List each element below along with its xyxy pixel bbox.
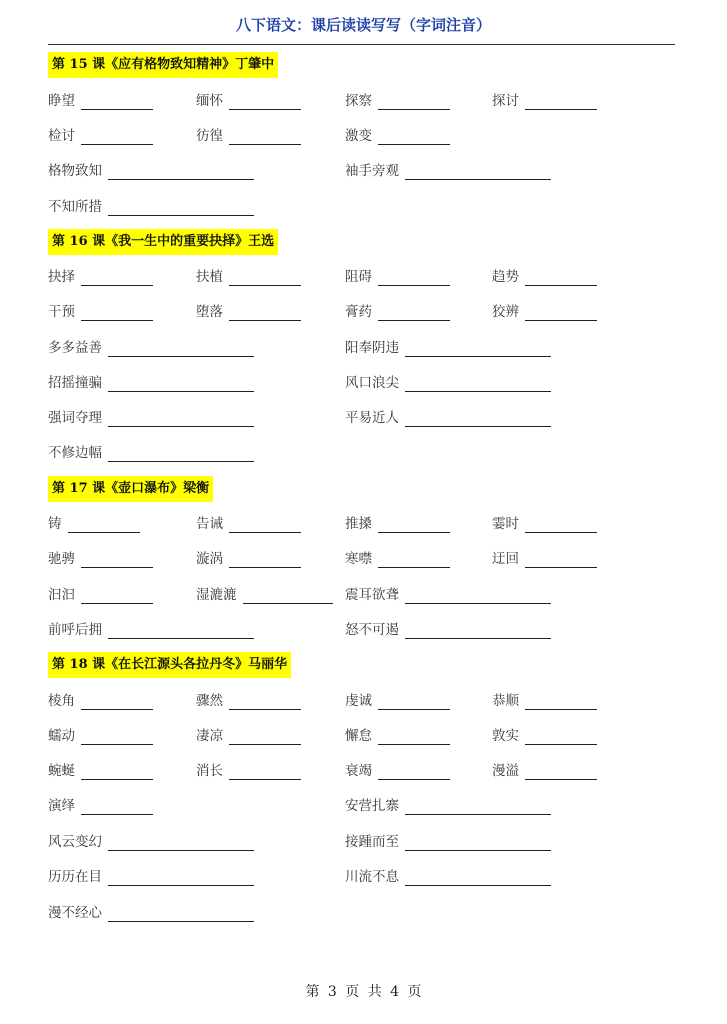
word-label: 蜿蜒 bbox=[48, 763, 75, 779]
word-label: 漩涡 bbox=[196, 551, 223, 567]
answer-blank[interactable] bbox=[81, 128, 153, 145]
answer-blank[interactable] bbox=[229, 269, 301, 286]
word-label: 汩汩 bbox=[48, 587, 75, 603]
word-label: 川流不息 bbox=[345, 869, 399, 885]
answer-blank[interactable] bbox=[229, 728, 301, 745]
idiom-item bbox=[345, 833, 551, 853]
word-label: 懈怠 bbox=[345, 728, 372, 744]
answer-blank[interactable] bbox=[525, 728, 597, 745]
word-label: 敦实 bbox=[492, 728, 519, 744]
lesson-16-title: 第 16 课《我一生中的重要抉择》王选 bbox=[48, 229, 278, 255]
word-item bbox=[48, 692, 153, 712]
answer-blank[interactable] bbox=[525, 516, 597, 533]
answer-blank[interactable] bbox=[81, 728, 153, 745]
idiom-item bbox=[345, 586, 551, 606]
word-label: 平易近人 bbox=[345, 410, 399, 426]
word-item bbox=[196, 127, 301, 147]
idiom-item bbox=[345, 621, 551, 641]
word-item bbox=[196, 762, 301, 782]
word-item bbox=[345, 127, 450, 147]
answer-blank[interactable] bbox=[405, 798, 551, 815]
idiom-item bbox=[48, 904, 254, 924]
word-label: 格物致知 bbox=[48, 163, 102, 179]
word-label: 告诫 bbox=[196, 516, 223, 532]
word-label: 阻碍 bbox=[345, 269, 372, 285]
word-label: 探察 bbox=[345, 93, 372, 109]
word-label: 震耳欲聋 bbox=[345, 587, 399, 603]
word-label: 风口浪尖 bbox=[345, 375, 399, 391]
answer-blank[interactable] bbox=[108, 834, 254, 851]
word-label: 霎时 bbox=[492, 516, 519, 532]
idiom-item bbox=[48, 198, 254, 218]
answer-blank[interactable] bbox=[81, 304, 153, 321]
word-item bbox=[48, 586, 153, 606]
word-label: 前呼后拥 bbox=[48, 622, 102, 638]
answer-blank[interactable] bbox=[108, 410, 254, 427]
word-item bbox=[196, 727, 301, 747]
answer-blank[interactable] bbox=[525, 763, 597, 780]
word-item bbox=[492, 727, 597, 747]
answer-blank[interactable] bbox=[405, 340, 551, 357]
word-item bbox=[345, 268, 450, 288]
word-label: 演绎 bbox=[48, 798, 75, 814]
word-label: 不修边幅 bbox=[48, 445, 102, 461]
word-item bbox=[196, 515, 301, 535]
idiom-item bbox=[48, 339, 254, 359]
word-label: 堕落 bbox=[196, 304, 223, 320]
idiom-item bbox=[345, 409, 551, 429]
word-item bbox=[345, 303, 450, 323]
word-label: 干预 bbox=[48, 304, 75, 320]
answer-blank[interactable] bbox=[81, 763, 153, 780]
answer-blank[interactable] bbox=[378, 269, 450, 286]
answer-blank[interactable] bbox=[81, 693, 153, 710]
word-label: 扶植 bbox=[196, 269, 223, 285]
answer-blank[interactable] bbox=[108, 445, 254, 462]
word-item bbox=[345, 692, 450, 712]
answer-blank[interactable] bbox=[378, 693, 450, 710]
word-label: 漫不经心 bbox=[48, 905, 102, 921]
word-label: 睁望 bbox=[48, 93, 75, 109]
word-label: 棱角 bbox=[48, 693, 75, 709]
word-label: 历历在目 bbox=[48, 869, 102, 885]
word-label: 推搡 bbox=[345, 516, 372, 532]
word-item bbox=[492, 515, 597, 535]
answer-blank[interactable] bbox=[81, 551, 153, 568]
lesson-15-title: 第 15 课《应有格物致知精神》丁肇中 bbox=[48, 52, 278, 78]
answer-blank[interactable] bbox=[229, 693, 301, 710]
page-header-title: 八下语文：课后读读写写（字词注音） bbox=[235, 16, 491, 34]
answer-blank[interactable] bbox=[81, 269, 153, 286]
answer-blank[interactable] bbox=[81, 587, 153, 604]
word-item bbox=[196, 92, 301, 112]
answer-blank[interactable] bbox=[229, 551, 301, 568]
word-label: 接踵而至 bbox=[345, 834, 399, 850]
word-label: 缅怀 bbox=[196, 93, 223, 109]
word-label: 怒不可遏 bbox=[345, 622, 399, 638]
idiom-item bbox=[48, 162, 254, 182]
word-label: 驰骋 bbox=[48, 551, 75, 567]
word-label: 迂回 bbox=[492, 551, 519, 567]
word-item bbox=[48, 303, 153, 323]
idiom-item bbox=[48, 444, 254, 464]
word-item bbox=[48, 92, 153, 112]
word-item bbox=[492, 550, 597, 570]
answer-blank[interactable] bbox=[378, 728, 450, 745]
answer-blank[interactable] bbox=[108, 340, 254, 357]
page-number: 第 3 页 共 4 页 bbox=[305, 984, 422, 1000]
word-item bbox=[196, 550, 301, 570]
word-item bbox=[345, 727, 450, 747]
word-label: 检讨 bbox=[48, 128, 75, 144]
answer-blank[interactable] bbox=[405, 587, 551, 604]
word-label: 恭顺 bbox=[492, 693, 519, 709]
word-label: 彷徨 bbox=[196, 128, 223, 144]
answer-blank[interactable] bbox=[108, 622, 254, 639]
word-item bbox=[48, 515, 140, 535]
answer-blank[interactable] bbox=[525, 693, 597, 710]
idiom-item bbox=[48, 409, 254, 429]
word-label: 探讨 bbox=[492, 93, 519, 109]
answer-blank[interactable] bbox=[229, 304, 301, 321]
answer-blank[interactable] bbox=[108, 199, 254, 216]
word-label: 虔诚 bbox=[345, 693, 372, 709]
word-item bbox=[492, 268, 597, 288]
answer-blank[interactable] bbox=[68, 516, 140, 533]
word-label: 消长 bbox=[196, 763, 223, 779]
word-item bbox=[345, 762, 450, 782]
answer-blank[interactable] bbox=[229, 128, 301, 145]
word-item bbox=[492, 762, 597, 782]
idiom-item bbox=[345, 868, 551, 888]
word-item bbox=[48, 762, 153, 782]
word-label: 安营扎寨 bbox=[345, 798, 399, 814]
word-label: 骤然 bbox=[196, 693, 223, 709]
word-item bbox=[492, 303, 597, 323]
idiom-item bbox=[345, 339, 551, 359]
word-item bbox=[345, 515, 450, 535]
word-label: 湿漉漉 bbox=[196, 587, 237, 603]
word-label: 不知所措 bbox=[48, 199, 102, 215]
answer-blank[interactable] bbox=[405, 410, 551, 427]
answer-blank[interactable] bbox=[378, 551, 450, 568]
word-label: 漫溢 bbox=[492, 763, 519, 779]
word-label: 阳奉阴违 bbox=[345, 340, 399, 356]
idiom-item bbox=[48, 868, 254, 888]
answer-blank[interactable] bbox=[405, 163, 551, 180]
answer-blank[interactable] bbox=[378, 516, 450, 533]
answer-blank[interactable] bbox=[378, 304, 450, 321]
header-divider bbox=[48, 44, 675, 45]
word-item bbox=[48, 727, 153, 747]
word-item bbox=[196, 268, 301, 288]
answer-blank[interactable] bbox=[229, 516, 301, 533]
word-item bbox=[48, 268, 153, 288]
word-label: 凄凉 bbox=[196, 728, 223, 744]
word-label: 激变 bbox=[345, 128, 372, 144]
answer-blank[interactable] bbox=[378, 93, 450, 110]
word-label: 袖手旁观 bbox=[345, 163, 399, 179]
answer-blank[interactable] bbox=[405, 375, 551, 392]
word-item bbox=[345, 550, 450, 570]
word-label: 铸 bbox=[48, 516, 62, 532]
answer-blank[interactable] bbox=[405, 622, 551, 639]
word-item bbox=[48, 127, 153, 147]
word-label: 膏药 bbox=[345, 304, 372, 320]
word-item bbox=[196, 586, 333, 606]
word-label: 风云变幻 bbox=[48, 834, 102, 850]
word-label: 强词夺理 bbox=[48, 410, 102, 426]
answer-blank[interactable] bbox=[108, 375, 254, 392]
idiom-item bbox=[48, 833, 254, 853]
word-label: 多多益善 bbox=[48, 340, 102, 356]
word-item bbox=[345, 92, 450, 112]
answer-blank[interactable] bbox=[108, 905, 254, 922]
answer-blank[interactable] bbox=[108, 163, 254, 180]
answer-blank[interactable] bbox=[405, 834, 551, 851]
answer-blank[interactable] bbox=[108, 869, 254, 886]
idiom-item bbox=[48, 621, 254, 641]
answer-blank[interactable] bbox=[81, 93, 153, 110]
word-label: 衰竭 bbox=[345, 763, 372, 779]
lesson-18-title: 第 18 课《在长江源头各拉丹冬》马丽华 bbox=[48, 652, 291, 678]
answer-blank[interactable] bbox=[229, 763, 301, 780]
word-label: 狡辨 bbox=[492, 304, 519, 320]
word-label: 招摇撞骗 bbox=[48, 375, 102, 391]
answer-blank[interactable] bbox=[378, 763, 450, 780]
word-item bbox=[196, 303, 301, 323]
word-label: 蠕动 bbox=[48, 728, 75, 744]
idiom-item bbox=[345, 797, 551, 817]
answer-blank[interactable] bbox=[525, 93, 597, 110]
answer-blank[interactable] bbox=[405, 869, 551, 886]
answer-blank[interactable] bbox=[525, 269, 597, 286]
word-item bbox=[48, 550, 153, 570]
answer-blank[interactable] bbox=[229, 93, 301, 110]
answer-blank[interactable] bbox=[525, 551, 597, 568]
answer-blank[interactable] bbox=[525, 304, 597, 321]
word-item bbox=[196, 692, 301, 712]
idiom-item bbox=[345, 374, 551, 394]
word-item bbox=[492, 92, 597, 112]
word-label: 趋势 bbox=[492, 269, 519, 285]
answer-blank[interactable] bbox=[81, 798, 153, 815]
idiom-item bbox=[345, 162, 551, 182]
answer-blank[interactable] bbox=[243, 587, 333, 604]
idiom-item bbox=[48, 374, 254, 394]
word-item bbox=[48, 797, 153, 817]
answer-blank[interactable] bbox=[378, 128, 450, 145]
word-label: 寒噤 bbox=[345, 551, 372, 567]
word-item bbox=[492, 692, 597, 712]
lesson-17-title: 第 17 课《壶口瀑布》梁衡 bbox=[48, 476, 213, 502]
word-label: 抉择 bbox=[48, 269, 75, 285]
